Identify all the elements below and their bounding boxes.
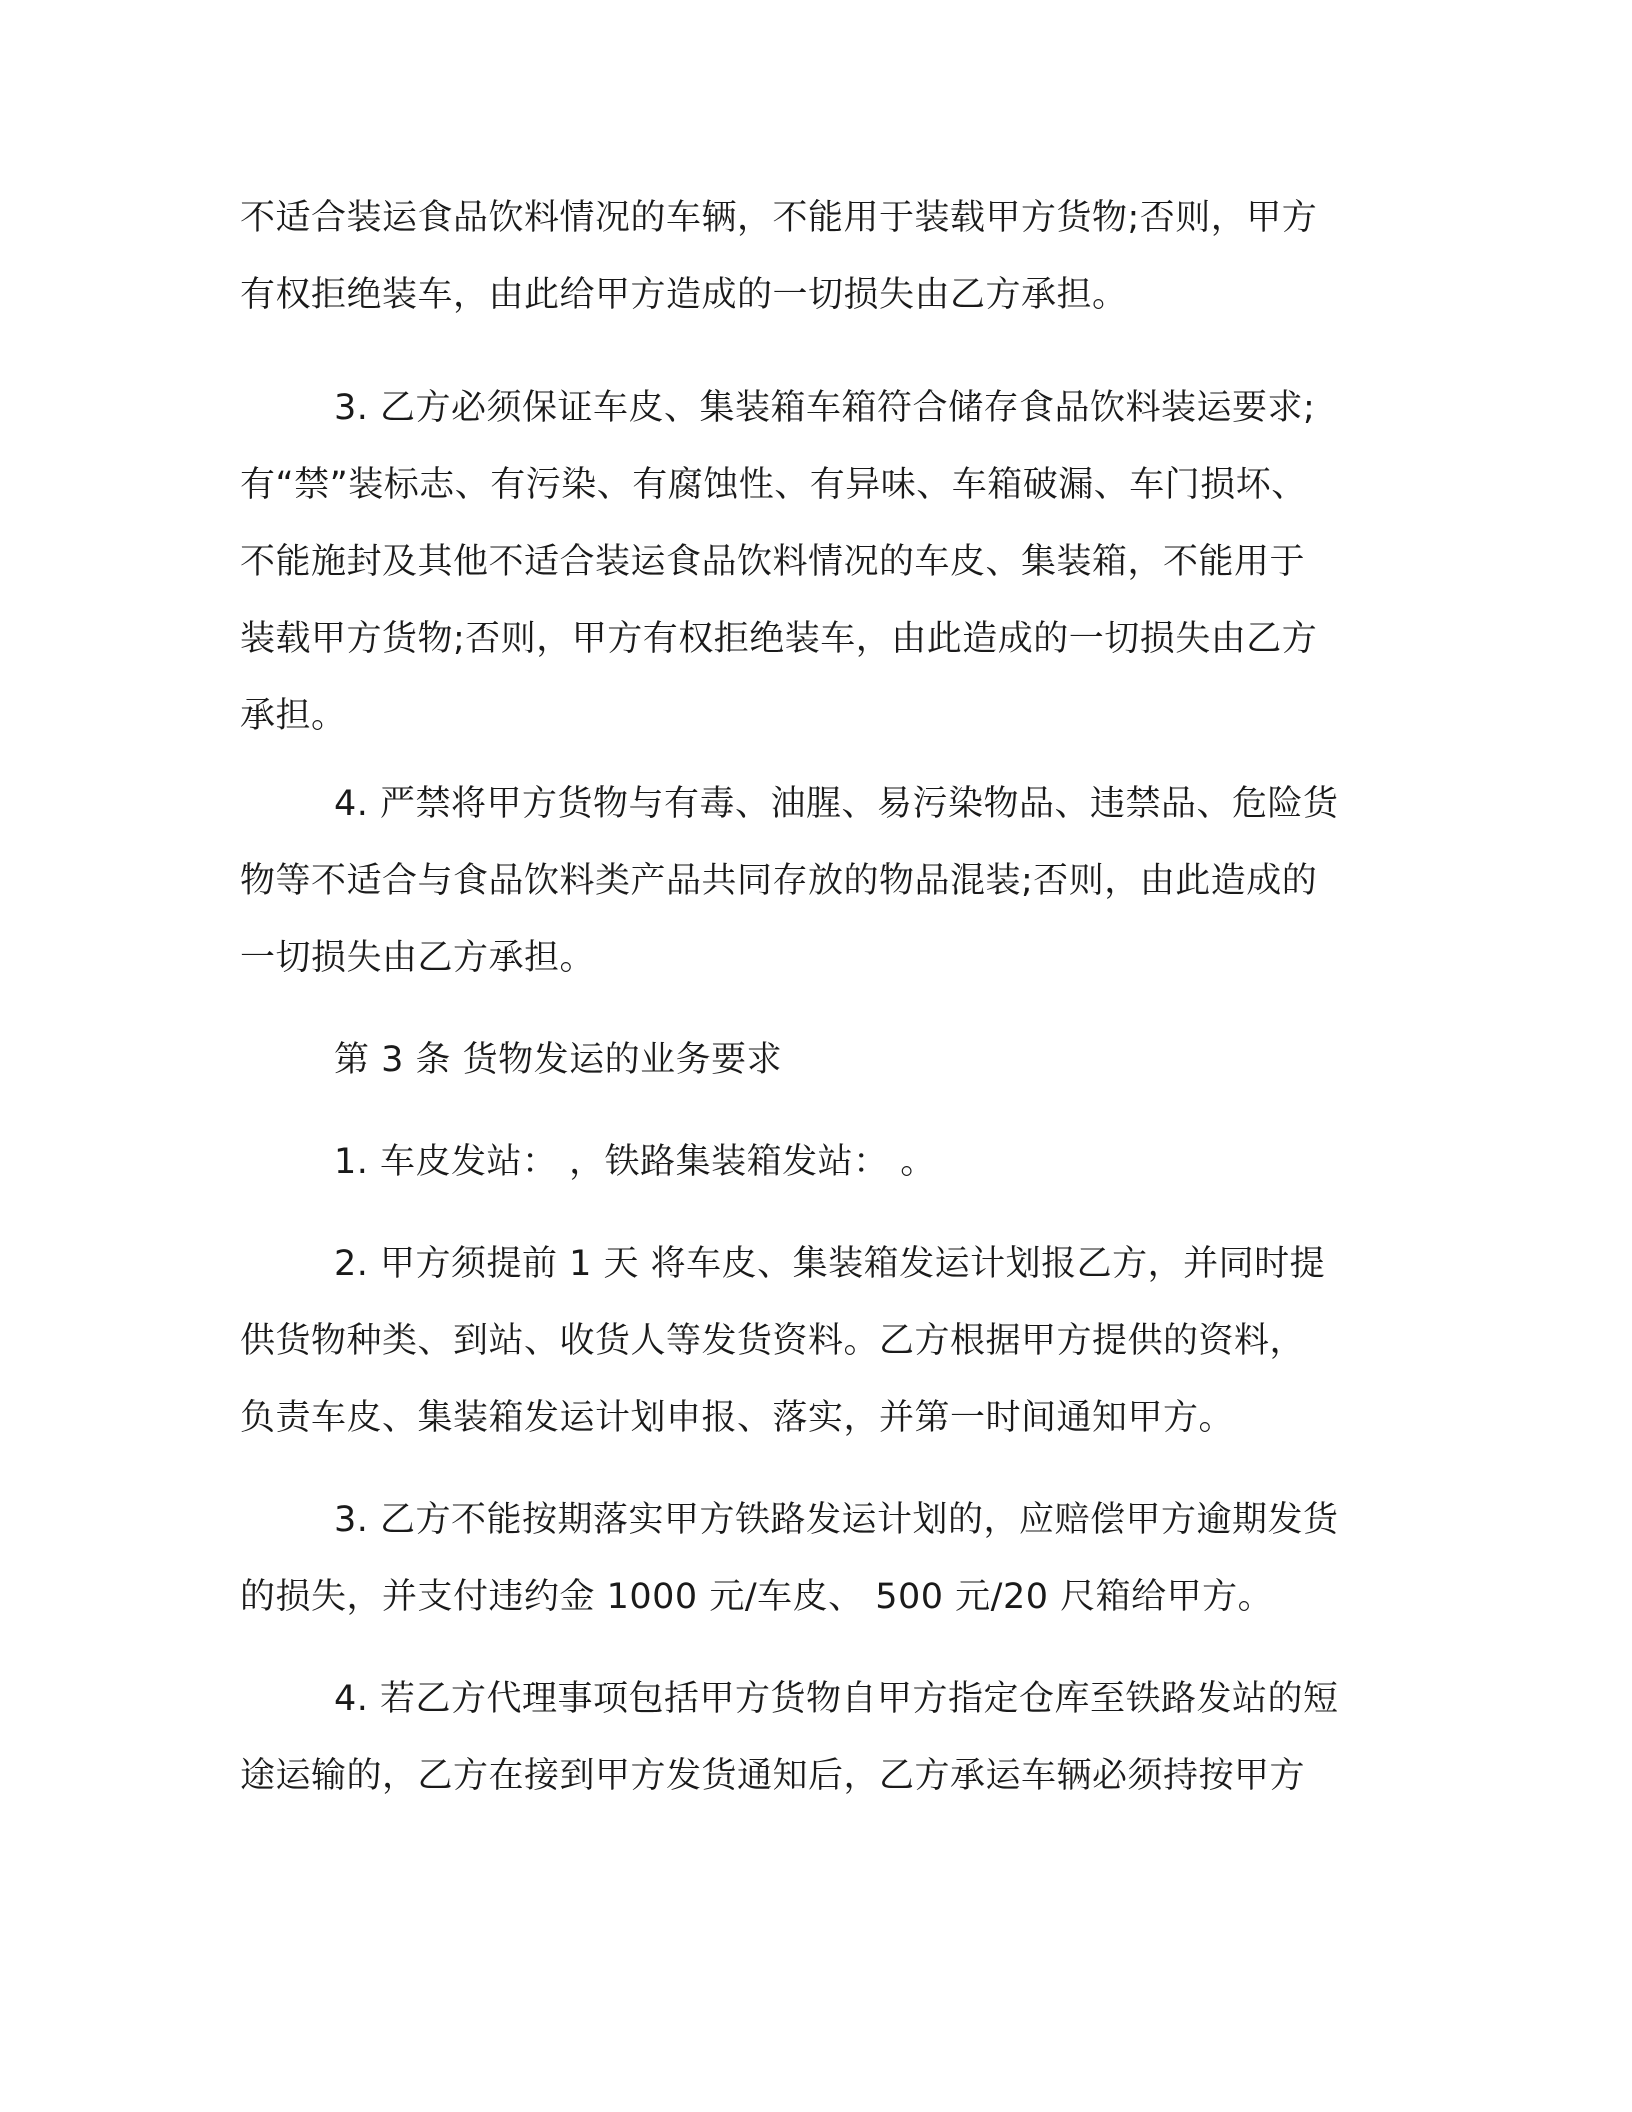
text-line: 装载甲方货物;否则，甲方有权拒绝装车，由此造成的一切损失由乙方 <box>240 619 1318 659</box>
paragraph-a3-item-4 <box>240 1661 1380 1815</box>
text-line: 有权拒绝装车，由此给甲方造成的一切损失由乙方承担。 <box>240 275 1128 315</box>
text-line: 不能施封及其他不适合装运食品饮料情况的车皮、集装箱，不能用于 <box>240 542 1306 582</box>
text-line: 的损失，并支付违约金 1000 元/车皮、 500 元/20 尺箱给甲方。 <box>240 1577 1274 1617</box>
text-line: 2. 甲方须提前 1 天 将车皮、集装箱发运计划报乙方，并同时提 <box>334 1244 1326 1284</box>
text-line: 不适合装运食品饮料情况的车辆，不能用于装载甲方货物;否则，甲方 <box>240 198 1318 238</box>
text-line: 1. 车皮发站： ，铁路集装箱发站： 。 <box>334 1142 936 1182</box>
text-line: 一切损失由乙方承担。 <box>240 938 596 978</box>
paragraph-item-3-container <box>240 370 1380 755</box>
paragraph-item-4-mixing <box>240 766 1380 997</box>
text-line: 承担。 <box>240 696 347 736</box>
text-line: 4. 若乙方代理事项包括甲方货物自甲方指定仓库至铁路发站的短 <box>334 1679 1339 1719</box>
text-line: 物等不适合与食品饮料类产品共同存放的物品混装;否则，由此造成的 <box>240 861 1318 901</box>
text-line: 3. 乙方必须保证车皮、集装箱车箱符合储存食品饮料装运要求; <box>334 388 1316 428</box>
text-line: 负责车皮、集装箱发运计划申报、落实，并第一时间通知甲方。 <box>240 1398 1235 1438</box>
text-line: 4. 严禁将甲方货物与有毒、油腥、易污染物品、违禁品、危险货 <box>334 784 1339 824</box>
paragraph-continued <box>240 180 1380 334</box>
text-line: 供货物种类、到站、收货人等发货资料。乙方根据甲方提供的资料， <box>240 1321 1306 1361</box>
paragraph-a3-item-3 <box>240 1482 1380 1636</box>
text-line: 途运输的，乙方在接到甲方发货通知后，乙方承运车辆必须持按甲方 <box>240 1756 1306 1796</box>
section-heading: 第 3 条 货物发运的业务要求 <box>334 1040 783 1080</box>
paragraph-a3-item-2 <box>240 1226 1380 1457</box>
article-3-heading <box>240 1022 1380 1099</box>
text-line: 有“禁”装标志、有污染、有腐蚀性、有异味、车箱破漏、车门损坏、 <box>240 465 1307 505</box>
paragraph-a3-item-1 <box>240 1124 1380 1201</box>
text-line: 3. 乙方不能按期落实甲方铁路发运计划的，应赔偿甲方逾期发货 <box>334 1500 1339 1540</box>
